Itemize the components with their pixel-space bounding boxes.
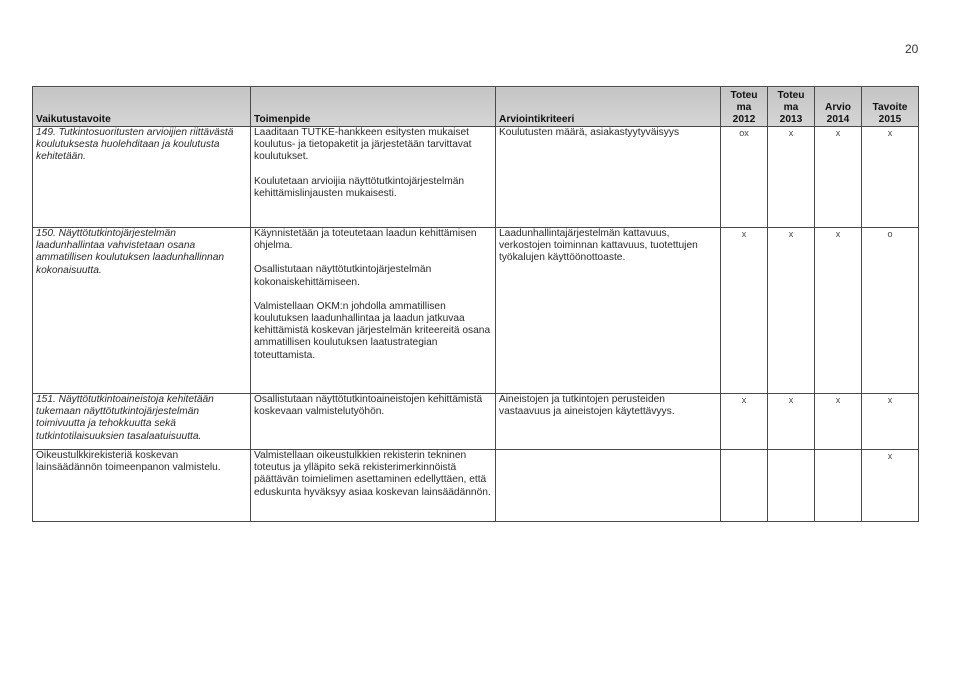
header-row <box>33 87 919 127</box>
header-objective: Vaikutustavoite <box>33 87 251 127</box>
header-2014-line-1: Arvio <box>824 102 852 113</box>
header-2014-line-2: 2014 <box>826 114 850 125</box>
table-row <box>33 394 919 450</box>
header-2015 <box>862 87 919 127</box>
header-2013-line-1: Toteu <box>777 90 805 101</box>
page-number: 20 <box>905 42 919 56</box>
targets-table <box>32 86 919 522</box>
action-cell <box>251 394 496 450</box>
mark-2013: x <box>768 228 815 394</box>
mark-2014 <box>815 450 862 522</box>
table-row <box>33 228 919 394</box>
mark-2015: x <box>862 450 919 522</box>
mark-2013: x <box>768 394 815 450</box>
table-row <box>33 450 919 522</box>
header-2015-line-1: Tavoite <box>872 102 908 113</box>
criteria-cell: Laadunhallintajärjestelmän kattavuus, verkostojen toiminnan kattavuus, tuotettujen työkalujen käyttöönottoaste. <box>496 228 721 394</box>
mark-2015: o <box>862 228 919 394</box>
action-paragraph: Koulutetaan arvioijia näyttötutkintojärjestelmän kehittämislinjausten mukaisesti. <box>254 175 465 199</box>
header-2012 <box>721 87 768 127</box>
header-2014 <box>815 87 862 127</box>
action-paragraph: Valmistellaan OKM:n johdolla ammatillisen koulutuksen laadunhallintaa ja laadun jatkuvaa kehittämistä koskevan järjestelmän kriteereitä osana ammatillisen koulutuksen laatustrategian toteuttamista. <box>254 300 491 361</box>
objective-cell: 151. Näyttötutkintoaineistoja kehitetään tukemaan näyttötutkintojärjestelmän toimivuutta ja tehokkuutta sekä tutkintotilaisuuksien tasalaatuisuutta. <box>33 394 251 450</box>
table-row <box>33 127 919 228</box>
mark-2014: x <box>815 228 862 394</box>
mark-2015: x <box>862 127 919 228</box>
mark-2015: x <box>862 394 919 450</box>
criteria-cell: Aineistojen ja tutkintojen perusteiden vastaavuus ja aineistojen käytettävyys. <box>496 394 721 450</box>
objective-cell: Oikeustulkkirekisteriä koskevan lainsäädännön toimeenpanon valmistelu. <box>33 450 251 522</box>
action-paragraph: Laaditaan TUTKE-hankkeen esitysten mukaiset koulutus- ja tietopaketit ja järjestetään tarvittavat koulutukset. <box>254 127 472 163</box>
action-cell <box>251 450 496 522</box>
mark-2014: x <box>815 394 862 450</box>
action-paragraph: Osallistutaan näyttötutkintojärjestelmän kokonaiskehittämiseen. <box>254 264 432 288</box>
mark-2012 <box>721 450 768 522</box>
action-cell <box>251 127 496 228</box>
header-2012-line-2: ma <box>736 102 752 113</box>
objective-cell: 149. Tutkintosuoritusten arvioijien riittävästä koulutuksesta huolehditaan ja koulutusta kehitetään. <box>33 127 251 228</box>
mark-2012: x <box>721 394 768 450</box>
mark-2012: ox <box>721 127 768 228</box>
action-cell <box>251 228 496 394</box>
mark-2012: x <box>721 228 768 394</box>
header-2013-line-3: 2013 <box>779 114 803 125</box>
header-2012-line-3: 2012 <box>732 114 756 125</box>
mark-2014: x <box>815 127 862 228</box>
action-paragraph: Osallistutaan näyttötutkintoaineistojen kehittämistä koskevaan valmistelutyöhön. <box>254 394 483 418</box>
header-2012-line-1: Toteu <box>730 90 758 101</box>
header-criteria: Arviointikriteeri <box>496 87 721 127</box>
header-2013 <box>768 87 815 127</box>
criteria-cell <box>496 450 721 522</box>
header-2013-line-2: ma <box>783 102 799 113</box>
objective-cell: 150. Näyttötutkintojärjestelmän laadunhallintaa vahvistetaan osana ammatillisen koulutuksen laadunhallinnan kokonaisuutta. <box>33 228 251 394</box>
action-paragraph: Valmistellaan oikeustulkkien rekisterin tekninen toteutus ja ylläpito sekä rekisterimerkinnöistä päättävän toimielimen asettaminen edellyttäen, että eduskunta hyväksyy asiaa koskevan lainsäädännön. <box>254 450 491 498</box>
header-action: Toimenpide <box>251 87 496 127</box>
mark-2013: x <box>768 127 815 228</box>
mark-2013 <box>768 450 815 522</box>
action-paragraph: Käynnistetään ja toteutetaan laadun kehittämisen ohjelma. <box>254 228 477 252</box>
header-2015-line-2: 2015 <box>878 114 902 125</box>
criteria-cell: Koulutusten määrä, asiakastyytyväisyys <box>496 127 721 228</box>
